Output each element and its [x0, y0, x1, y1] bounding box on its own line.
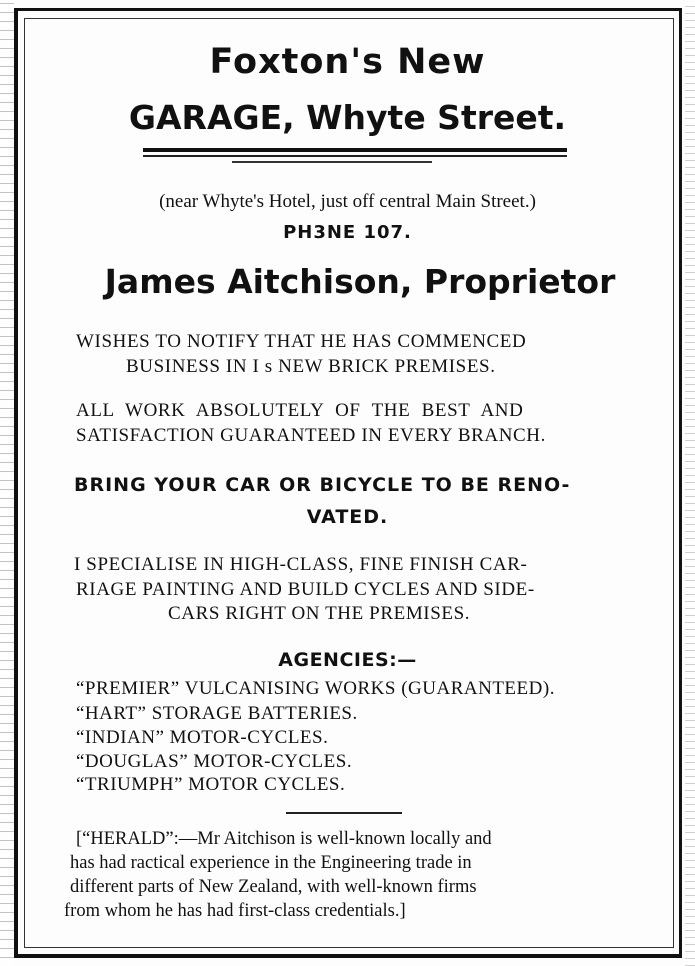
agency-item: “DOUGLAS” MOTOR-CYCLES.	[76, 751, 353, 772]
agency-item: “PREMIER” VULCANISING WORKS (GUARANTEED).	[76, 678, 555, 699]
headline-line-1: Foxton's New	[209, 42, 486, 82]
quality-line: ALL WORK ABSOLUTELY OF THE BEST AND	[76, 400, 524, 421]
section-divider	[286, 812, 402, 814]
headline-rule-short	[232, 161, 432, 163]
headline-rule-thin	[143, 155, 567, 157]
herald-note-line: from whom he has had first-class credentials.]	[64, 901, 406, 921]
agency-item: “HART” STORAGE BATTERIES.	[76, 703, 358, 724]
renovate-line: VATED.	[306, 506, 389, 528]
specialise-line: RIAGE PAINTING AND BUILD CYCLES AND SIDE-	[76, 579, 535, 600]
specialise-line: I SPECIALISE IN HIGH-CLASS, FINE FINISH CAR-	[74, 554, 528, 575]
right-edge-texture	[685, 0, 695, 966]
specialise-line: CARS RIGHT ON THE PREMISES.	[168, 603, 471, 624]
renovate-line: BRING YOUR CAR OR BICYCLE TO BE RENO-	[74, 474, 571, 496]
quality-line: SATISFACTION GUARANTEED IN EVERY BRANCH.	[76, 425, 546, 446]
herald-note-line: [“HERALD”:—Mr Aitchison is well-known locally and	[76, 829, 492, 849]
phone-number: PH3NE 107.	[283, 222, 412, 243]
notice-line: WISHES TO NOTIFY THAT HE HAS COMMENCED	[76, 331, 527, 352]
headline-line-2: GARAGE, Whyte Street.	[128, 98, 567, 137]
location-note: (near Whyte's Hotel, just off central Main Street.)	[159, 191, 536, 212]
notice-line: BUSINESS IN I s NEW BRICK PREMISES.	[126, 356, 496, 377]
herald-note-line: different parts of New Zealand, with well-known firms	[70, 877, 477, 897]
headline-rule-thick	[143, 148, 567, 152]
left-edge-texture	[0, 0, 14, 966]
agency-item: “TRIUMPH” MOTOR CYCLES.	[76, 774, 346, 795]
agency-item: “INDIAN” MOTOR-CYCLES.	[76, 727, 329, 748]
proprietor-name: James Aitchison, Proprietor	[104, 262, 616, 301]
agencies-heading: AGENCIES:—	[278, 649, 417, 671]
herald-note-line: has had ractical experience in the Engineering trade in	[70, 853, 472, 873]
